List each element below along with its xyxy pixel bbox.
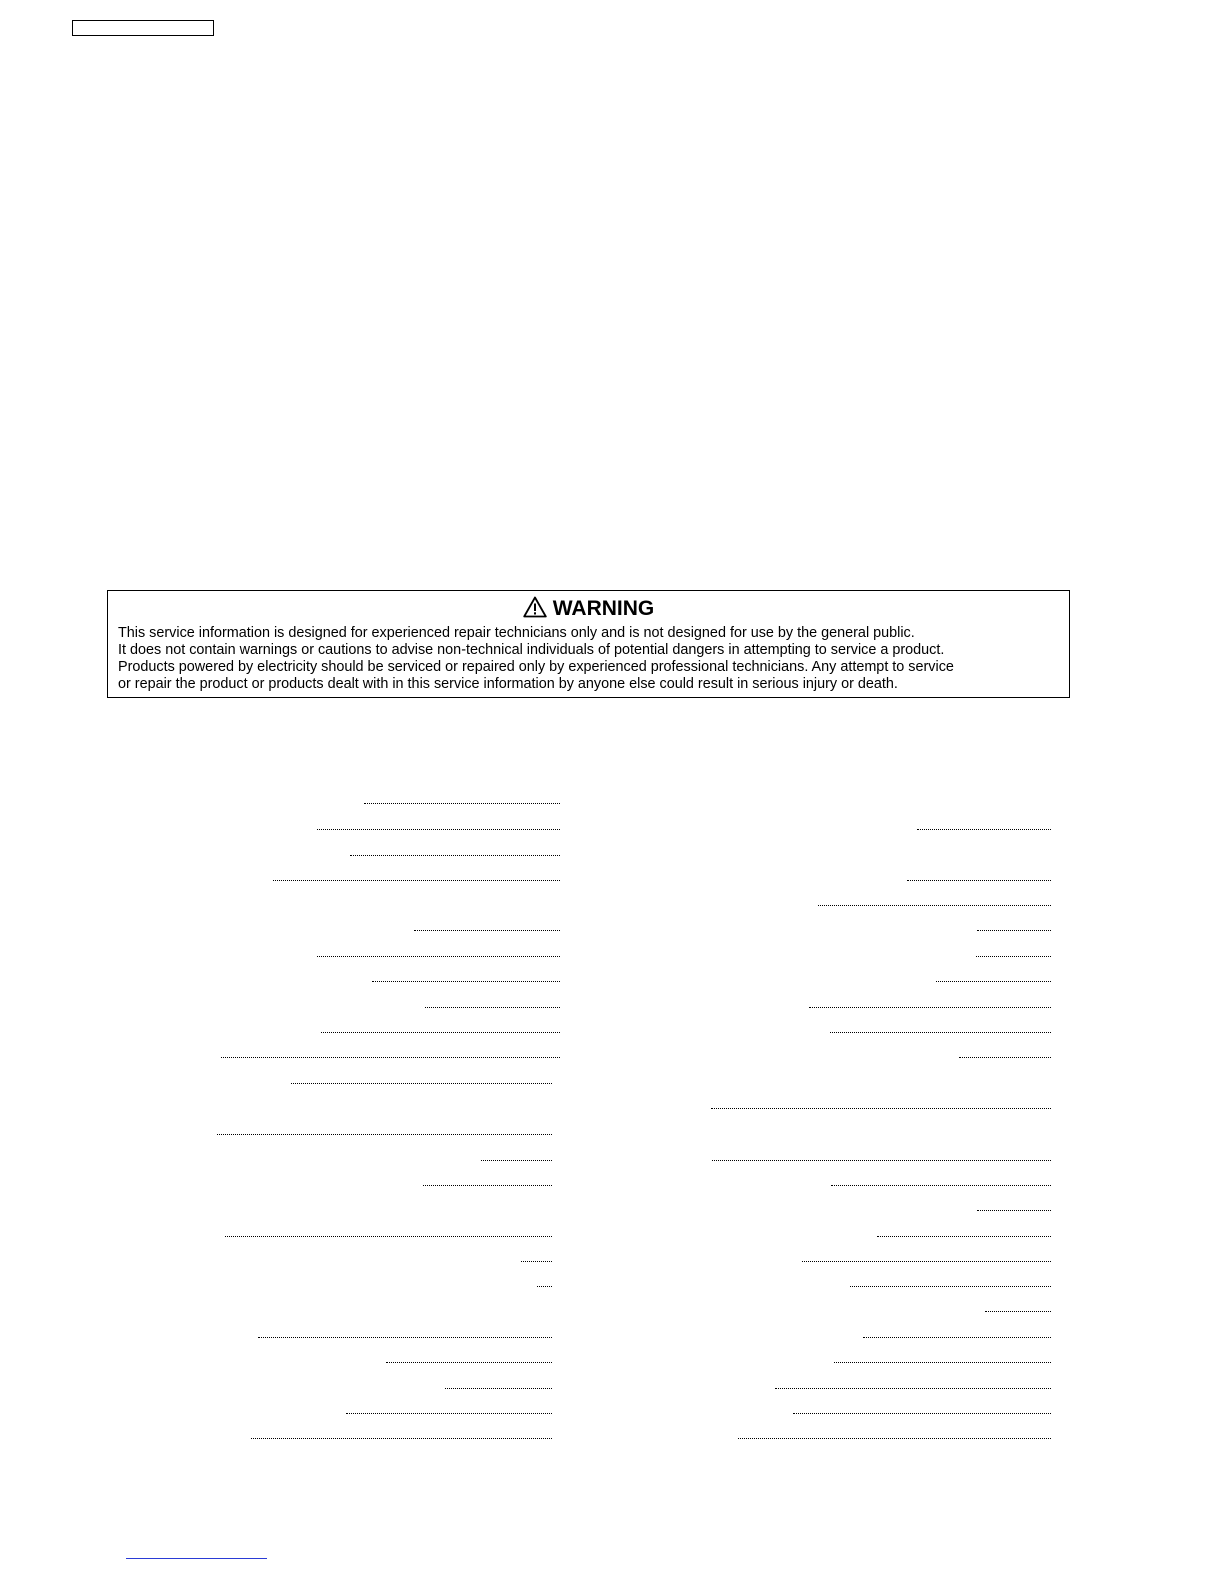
toc-leader (907, 880, 1051, 881)
toc-leader (481, 1160, 552, 1161)
toc-leader (225, 1236, 552, 1237)
toc-leader (850, 1286, 1051, 1287)
header-reference-box (72, 20, 214, 36)
toc-leader (273, 880, 560, 881)
warning-line: It does not contain warnings or cautions to advise non-technical individuals of potential dangers in attempting to service a product. (118, 642, 945, 658)
toc-leader (809, 1007, 1051, 1008)
toc-leader (711, 1108, 1051, 1109)
toc-leader (985, 1311, 1051, 1312)
toc-leader (738, 1438, 1051, 1439)
warning-line: Products powered by electricity should be serviced or repaired only by experienced professional technicians. Any attempt to service (118, 659, 954, 675)
toc-leader (936, 981, 1051, 982)
toc-leader (321, 1032, 560, 1033)
toc-leader (834, 1362, 1051, 1363)
warning-title: WARNING (552, 597, 655, 620)
toc-leader (830, 1032, 1051, 1033)
toc-leader (217, 1134, 552, 1135)
warning-box (107, 590, 1070, 698)
toc-leader (425, 1007, 560, 1008)
toc-leader (537, 1286, 552, 1287)
toc-leader (863, 1337, 1051, 1338)
toc-leader (831, 1185, 1051, 1186)
toc-leader (317, 829, 560, 830)
toc-leader (917, 829, 1051, 830)
toc-leader (251, 1438, 552, 1439)
toc-leader (350, 855, 560, 856)
toc-leader (712, 1160, 1051, 1161)
toc-leader (291, 1083, 552, 1084)
warning-text (118, 625, 1059, 693)
toc-leader (959, 1057, 1051, 1058)
footer-link-underline[interactable] (126, 1558, 267, 1559)
toc-leader (414, 930, 560, 931)
toc-leader (317, 956, 560, 957)
toc-leader (775, 1388, 1051, 1389)
toc-leader (818, 905, 1051, 906)
toc-leader (521, 1261, 552, 1262)
warning-line: This service information is designed for experienced repair technicians only and is not designed for use by the general public. (118, 625, 915, 641)
toc-leader (221, 1057, 560, 1058)
toc-leader (386, 1362, 552, 1363)
toc-leader (977, 1210, 1051, 1211)
toc-leader (877, 1236, 1051, 1237)
toc-leader (258, 1337, 552, 1338)
toc-leader (372, 981, 560, 982)
warning-triangle-icon (523, 597, 553, 620)
warning-line: or repair the product or products dealt with in this service information by anyone else could result in serious injury or death. (118, 676, 898, 692)
toc-leader (976, 956, 1051, 957)
toc-leader (364, 803, 560, 804)
toc-leader (793, 1413, 1051, 1414)
toc-leader (977, 930, 1051, 931)
toc-leader (445, 1388, 552, 1389)
toc-leader (802, 1261, 1051, 1262)
toc-leader (423, 1185, 552, 1186)
toc-leader (346, 1413, 552, 1414)
warning-heading (108, 596, 1069, 621)
